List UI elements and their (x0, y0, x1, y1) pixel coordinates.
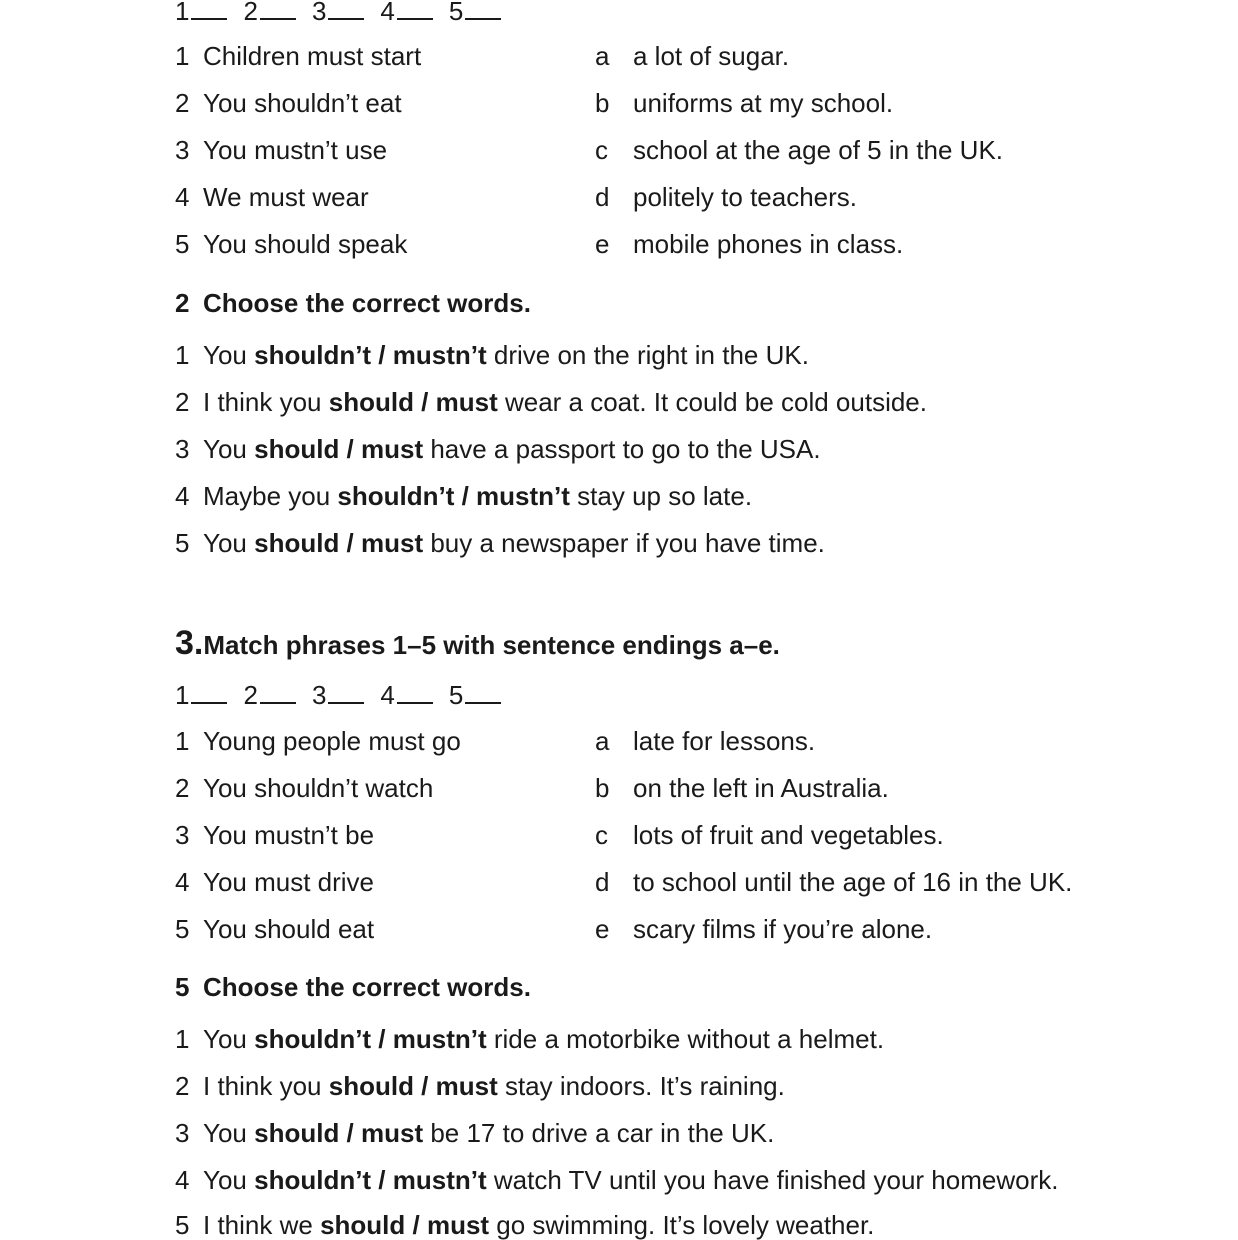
exercise-item: 4 You shouldn’t / mustn’t watch TV until you have finished your homework. (175, 1165, 1059, 1195)
word-choice[interactable]: should / must (254, 528, 424, 558)
ending-item: a a lot of sugar. (595, 41, 790, 71)
ending-item: e scary films if you’re alone. (595, 914, 933, 944)
exercise-item: 3 You should / must be 17 to drive a car in the UK. (175, 1118, 775, 1148)
answer-blank[interactable]: 2 (243, 680, 295, 710)
phrase-item: 4 You must drive (175, 867, 375, 897)
exercise-item: 1 You shouldn’t / mustn’t drive on the right in the UK. (175, 340, 809, 370)
answer-blanks-3 (175, 680, 501, 710)
exercise-item: 5 I think we should / must go swimming. It’s lovely weather. (175, 1210, 875, 1240)
answer-blanks-1 (175, 0, 501, 26)
exercise-item: 2 I think you should / must wear a coat. It could be cold outside. (175, 387, 927, 417)
phrase-item: 5 You should speak (175, 229, 408, 259)
phrase-item: 2 You shouldn’t eat (175, 88, 402, 118)
word-choice[interactable]: should / must (328, 1071, 498, 1101)
ending-item: c school at the age of 5 in the UK. (595, 135, 1004, 165)
answer-blank[interactable]: 4 (380, 0, 432, 26)
ending-item: b uniforms at my school. (595, 88, 894, 118)
section-heading: 5 Choose the correct words. (175, 972, 531, 1002)
answer-blank[interactable]: 2 (243, 0, 295, 26)
phrase-item: 1 Children must start (175, 41, 422, 71)
exercise-item: 2 I think you should / must stay indoors. It’s raining. (175, 1071, 785, 1101)
exercise-item: 4 Maybe you shouldn’t / mustn’t stay up so late. (175, 481, 753, 511)
word-choice[interactable]: should / must (320, 1210, 490, 1240)
phrase-item: 3 You mustn’t be (175, 820, 375, 850)
ending-item: c lots of fruit and vegetables. (595, 820, 944, 850)
answer-blank[interactable]: 3 (312, 0, 364, 26)
ending-item: a late for lessons. (595, 726, 816, 756)
answer-blank[interactable]: 3 (312, 680, 364, 710)
ending-item: d politely to teachers. (595, 182, 858, 212)
word-choice[interactable]: should / must (254, 434, 424, 464)
ending-item: e mobile phones in class. (595, 229, 904, 259)
phrase-item: 4 We must wear (175, 182, 369, 212)
answer-blank[interactable]: 5 (449, 680, 501, 710)
answer-blank[interactable]: 4 (380, 680, 432, 710)
phrase-item: 2 You shouldn’t watch (175, 773, 434, 803)
phrase-item: 5 You should eat (175, 914, 375, 944)
section-heading: 3.Match phrases 1–5 with sentence endings a–e. (175, 624, 780, 662)
exercise-item: 1 You shouldn’t / mustn’t ride a motorbike without a helmet. (175, 1024, 885, 1054)
word-choice[interactable]: should / must (254, 1118, 424, 1148)
ending-item: b on the left in Australia. (595, 773, 889, 803)
phrase-item: 1 Young people must go (175, 726, 461, 756)
word-choice[interactable]: shouldn’t / mustn’t (254, 1024, 487, 1054)
ending-item: d to school until the age of 16 in the UK. (595, 867, 1073, 897)
word-choice[interactable]: shouldn’t / mustn’t (254, 340, 487, 370)
section-heading: 2 Choose the correct words. (175, 288, 531, 318)
word-choice[interactable]: should / must (328, 387, 498, 417)
word-choice[interactable]: shouldn’t / mustn’t (337, 481, 570, 511)
word-choice[interactable]: shouldn’t / mustn’t (254, 1165, 487, 1195)
phrase-item: 3 You mustn’t use (175, 135, 388, 165)
answer-blank[interactable]: 5 (449, 0, 501, 26)
answer-blank[interactable]: 1 (175, 0, 227, 26)
answer-blank[interactable]: 1 (175, 680, 227, 710)
exercise-item: 3 You should / must have a passport to go to the USA. (175, 434, 821, 464)
exercise-item: 5 You should / must buy a newspaper if you have time. (175, 528, 825, 558)
